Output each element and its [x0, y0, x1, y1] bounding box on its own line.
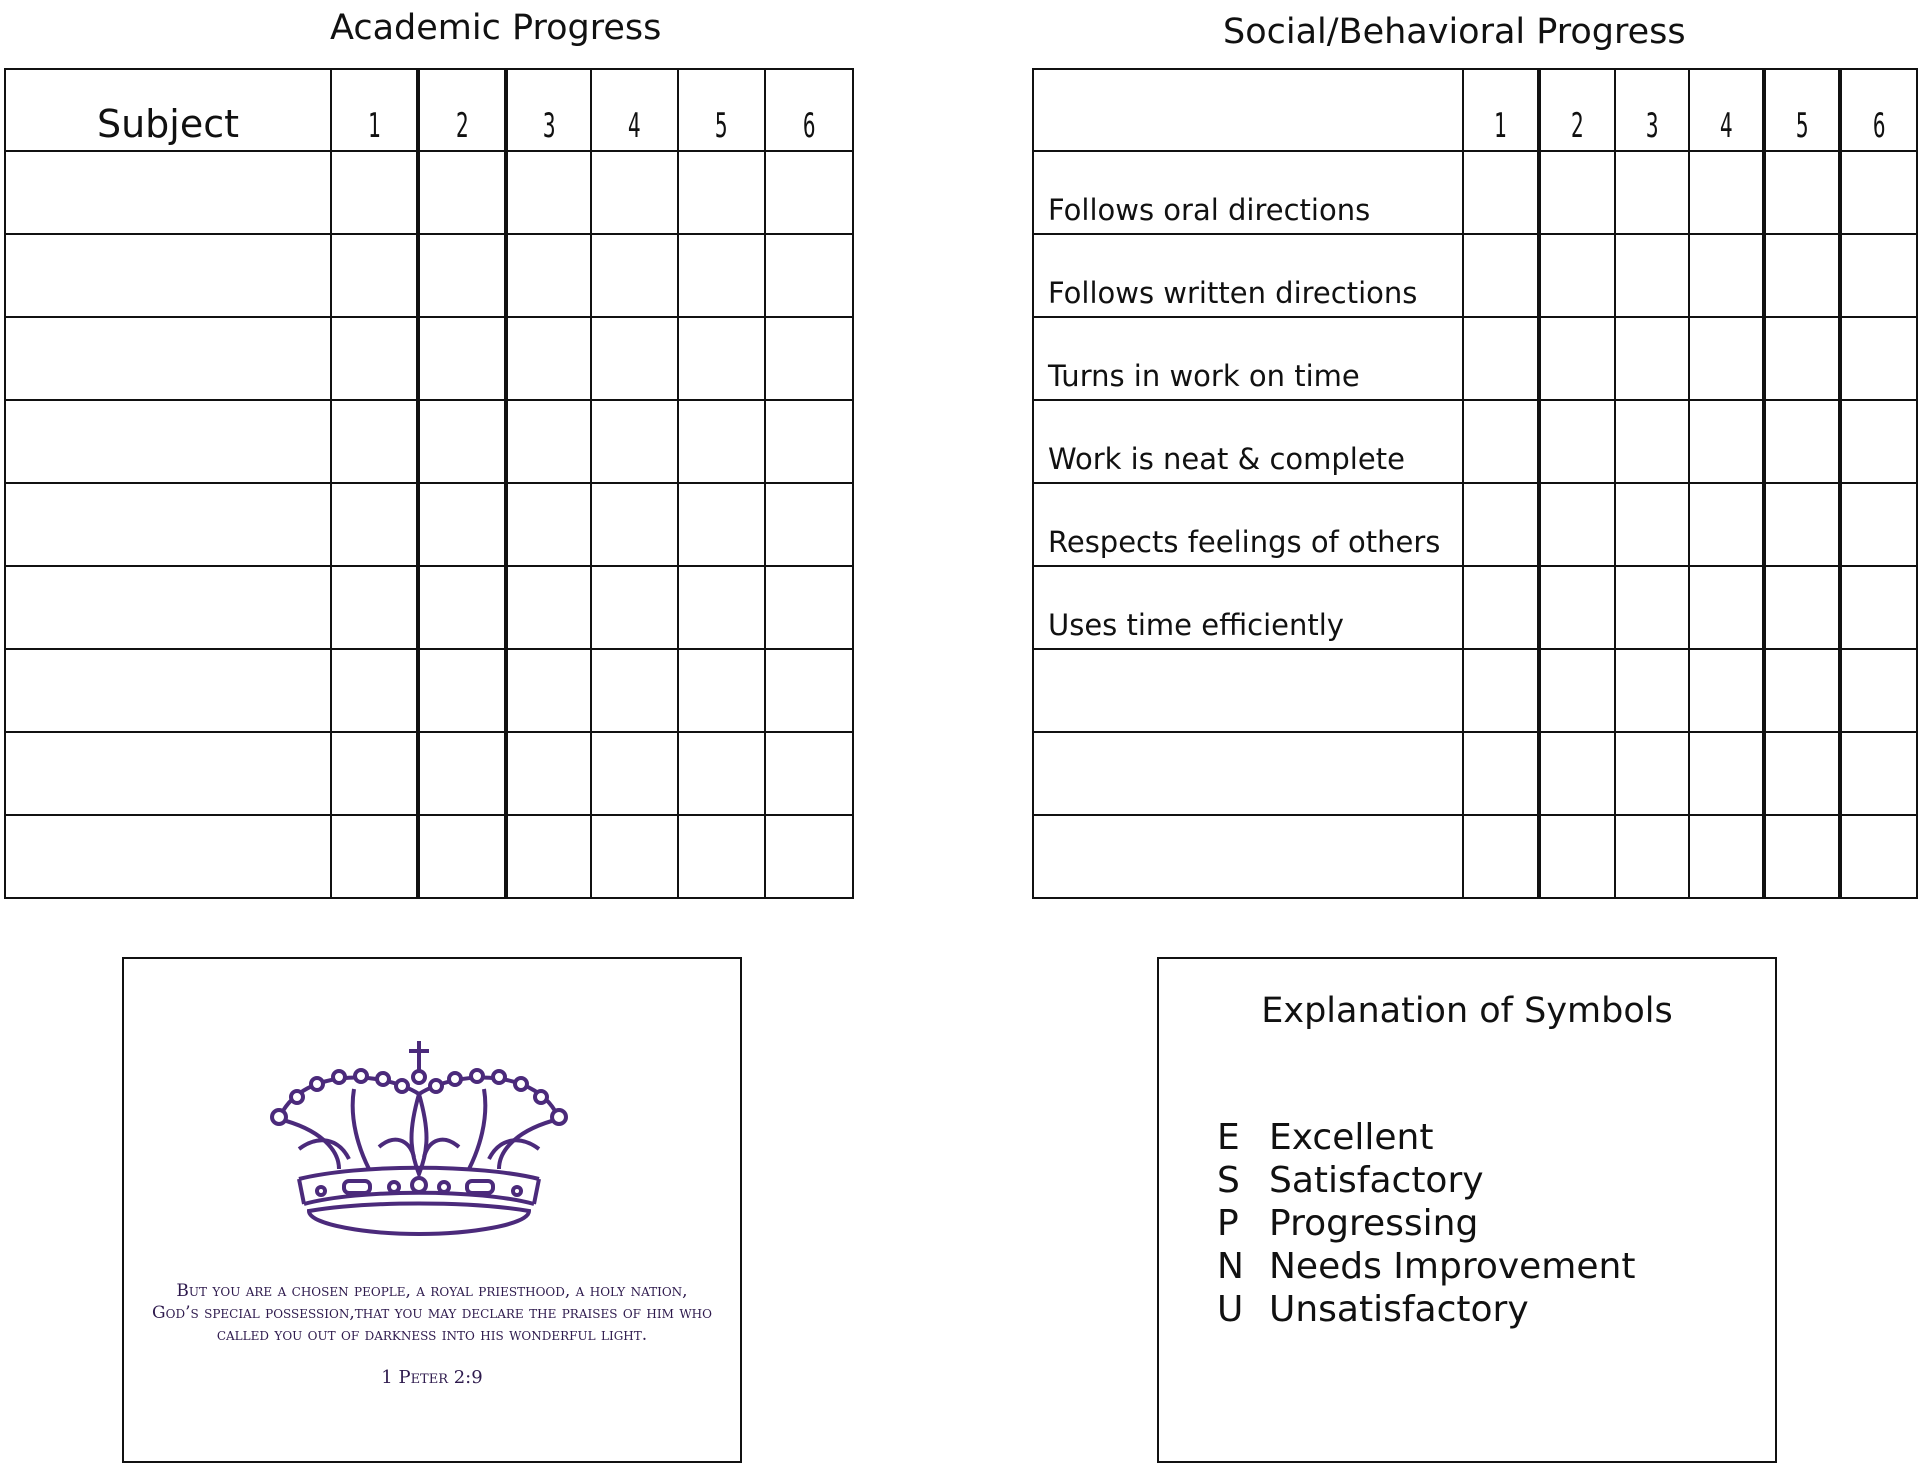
- behavior-label: Respects feelings of others: [1033, 483, 1463, 566]
- grade-cell[interactable]: [765, 732, 853, 815]
- academic-row: [5, 317, 853, 400]
- grade-cell[interactable]: [591, 815, 678, 898]
- behavioral-column-header: 3: [1615, 69, 1689, 151]
- grade-cell[interactable]: [418, 483, 506, 566]
- behavior-label-header: [1033, 69, 1463, 151]
- grade-cell[interactable]: [678, 732, 765, 815]
- grade-cell[interactable]: [331, 234, 418, 317]
- behavioral-column-header: 6: [1840, 69, 1917, 151]
- academic-row: [5, 815, 853, 898]
- rating-cell[interactable]: [1689, 234, 1764, 317]
- legend-meaning: Progressing: [1269, 1203, 1479, 1244]
- legend-meaning: Satisfactory: [1269, 1160, 1484, 1201]
- behavior-row: [1033, 483, 1917, 566]
- rating-cell[interactable]: [1463, 400, 1539, 483]
- legend-item: [1217, 1117, 1433, 1158]
- behavioral-column-header: 4: [1689, 69, 1764, 151]
- subject-cell[interactable]: [5, 566, 331, 649]
- subject-cell[interactable]: [5, 151, 331, 234]
- rating-cell[interactable]: [1840, 234, 1917, 317]
- behavior-row: [1033, 317, 1917, 400]
- behavior-label: Follows written directions: [1033, 234, 1463, 317]
- rating-cell[interactable]: [1840, 400, 1917, 483]
- rating-cell[interactable]: [1539, 234, 1615, 317]
- grade-cell[interactable]: [418, 566, 506, 649]
- grade-cell[interactable]: [506, 234, 591, 317]
- rating-cell[interactable]: [1463, 649, 1539, 732]
- grade-cell[interactable]: [765, 566, 853, 649]
- rating-cell[interactable]: [1463, 732, 1539, 815]
- behavior-label: [1033, 732, 1463, 815]
- legend-item: [1217, 1160, 1484, 1201]
- grade-cell[interactable]: [678, 566, 765, 649]
- academic-row: [5, 649, 853, 732]
- rating-cell[interactable]: [1840, 815, 1917, 898]
- legend-symbol: N: [1217, 1246, 1244, 1287]
- rating-cell[interactable]: [1840, 317, 1917, 400]
- academic-row: [5, 566, 853, 649]
- behavior-row: [1033, 732, 1917, 815]
- grade-cell[interactable]: [418, 732, 506, 815]
- rating-cell[interactable]: [1840, 151, 1917, 234]
- grade-cell[interactable]: [678, 483, 765, 566]
- grade-cell[interactable]: [506, 400, 591, 483]
- grade-cell[interactable]: [506, 815, 591, 898]
- behavior-row: [1033, 234, 1917, 317]
- rating-cell[interactable]: [1764, 732, 1840, 815]
- legend-item: [1217, 1289, 1529, 1330]
- academic-column-header: 1: [331, 69, 418, 151]
- grade-cell[interactable]: [418, 317, 506, 400]
- grade-cell[interactable]: [591, 566, 678, 649]
- rating-cell[interactable]: [1764, 151, 1840, 234]
- grade-cell[interactable]: [765, 815, 853, 898]
- subject-cell[interactable]: [5, 815, 331, 898]
- academic-column-header: 6: [765, 69, 853, 151]
- rating-cell[interactable]: [1764, 815, 1840, 898]
- legend-item: [1217, 1246, 1635, 1287]
- grade-cell[interactable]: [591, 234, 678, 317]
- rating-cell[interactable]: [1689, 400, 1764, 483]
- academic-row: [5, 234, 853, 317]
- grade-cell[interactable]: [418, 151, 506, 234]
- subject-cell[interactable]: [5, 649, 331, 732]
- grade-cell[interactable]: [331, 732, 418, 815]
- rating-cell[interactable]: [1764, 400, 1840, 483]
- grade-cell[interactable]: [678, 649, 765, 732]
- rating-cell[interactable]: [1463, 317, 1539, 400]
- grade-cell[interactable]: [506, 483, 591, 566]
- grade-cell[interactable]: [765, 649, 853, 732]
- subject-cell[interactable]: [5, 400, 331, 483]
- academic-row: [5, 151, 853, 234]
- legend-symbol: S: [1217, 1160, 1240, 1201]
- behavior-row: [1033, 815, 1917, 898]
- rating-cell[interactable]: [1539, 317, 1615, 400]
- verse-card: [122, 957, 742, 1463]
- behavior-label: Follows oral directions: [1033, 151, 1463, 234]
- grade-cell[interactable]: [765, 151, 853, 234]
- rating-cell[interactable]: [1615, 234, 1689, 317]
- behavior-label: Uses time efficiently: [1033, 566, 1463, 649]
- grade-cell[interactable]: [765, 317, 853, 400]
- rating-cell[interactable]: [1689, 151, 1764, 234]
- grade-cell[interactable]: [678, 151, 765, 234]
- behavior-label: [1033, 815, 1463, 898]
- subject-cell[interactable]: [5, 732, 331, 815]
- academic-column-header: 4: [591, 69, 678, 151]
- legend-symbol: P: [1217, 1203, 1239, 1244]
- grade-cell[interactable]: [331, 151, 418, 234]
- rating-cell[interactable]: [1463, 151, 1539, 234]
- behavioral-column-header: 2: [1539, 69, 1615, 151]
- rating-cell[interactable]: [1689, 732, 1764, 815]
- subject-cell[interactable]: [5, 317, 331, 400]
- grade-cell[interactable]: [591, 317, 678, 400]
- verse-line-3: called you out of darkness into his wonderful light.: [216, 1325, 648, 1345]
- verse-line-2: God’s special possession,that you may declare the praises of him who: [152, 1303, 712, 1323]
- rating-cell[interactable]: [1615, 317, 1689, 400]
- subject-column-header: Subject: [5, 69, 331, 151]
- rating-cell[interactable]: [1764, 483, 1840, 566]
- grade-cell[interactable]: [678, 815, 765, 898]
- rating-cell[interactable]: [1689, 815, 1764, 898]
- explanation-of-symbols-card: [1157, 957, 1777, 1463]
- behavior-label: Turns in work on time: [1033, 317, 1463, 400]
- behavior-row: [1033, 151, 1917, 234]
- behavioral-progress-title: Social/Behavioral Progress: [1223, 12, 1686, 52]
- rating-cell[interactable]: [1615, 815, 1689, 898]
- grade-cell[interactable]: [765, 483, 853, 566]
- rating-cell[interactable]: [1689, 317, 1764, 400]
- grade-cell[interactable]: [506, 732, 591, 815]
- crown-icon: [259, 1039, 579, 1239]
- rating-cell[interactable]: [1689, 566, 1764, 649]
- academic-row: [5, 400, 853, 483]
- rating-cell[interactable]: [1539, 400, 1615, 483]
- grade-cell[interactable]: [331, 815, 418, 898]
- grade-cell[interactable]: [591, 732, 678, 815]
- grade-cell[interactable]: [678, 317, 765, 400]
- academic-column-header: 3: [506, 69, 591, 151]
- rating-cell[interactable]: [1615, 483, 1689, 566]
- rating-cell[interactable]: [1764, 649, 1840, 732]
- academic-column-header: 2: [418, 69, 506, 151]
- grade-cell[interactable]: [331, 400, 418, 483]
- academic-progress-table: [4, 68, 854, 899]
- grade-cell[interactable]: [765, 234, 853, 317]
- rating-cell[interactable]: [1764, 317, 1840, 400]
- behavior-row: [1033, 649, 1917, 732]
- grade-cell[interactable]: [331, 649, 418, 732]
- rating-cell[interactable]: [1539, 151, 1615, 234]
- rating-cell[interactable]: [1615, 732, 1689, 815]
- grade-cell[interactable]: [331, 566, 418, 649]
- behavior-label: [1033, 649, 1463, 732]
- academic-column-header: 5: [678, 69, 765, 151]
- grade-cell[interactable]: [418, 400, 506, 483]
- grade-cell[interactable]: [765, 400, 853, 483]
- rating-cell[interactable]: [1840, 566, 1917, 649]
- grade-cell[interactable]: [418, 649, 506, 732]
- behavior-row: [1033, 400, 1917, 483]
- behavior-label: Work is neat & complete: [1033, 400, 1463, 483]
- verse-reference: 1 Peter 2:9: [381, 1367, 483, 1388]
- behavior-row: [1033, 566, 1917, 649]
- rating-cell[interactable]: [1840, 649, 1917, 732]
- academic-progress-title: Academic Progress: [330, 8, 662, 48]
- rating-cell[interactable]: [1463, 483, 1539, 566]
- rating-cell[interactable]: [1539, 732, 1615, 815]
- behavioral-column-header: 5: [1764, 69, 1840, 151]
- academic-row: [5, 483, 853, 566]
- grade-cell[interactable]: [506, 566, 591, 649]
- grade-cell[interactable]: [331, 483, 418, 566]
- grade-cell[interactable]: [591, 483, 678, 566]
- rating-cell[interactable]: [1764, 566, 1840, 649]
- rating-cell[interactable]: [1539, 483, 1615, 566]
- rating-cell[interactable]: [1463, 566, 1539, 649]
- rating-cell[interactable]: [1840, 732, 1917, 815]
- legend-symbol: E: [1217, 1117, 1240, 1158]
- grade-cell[interactable]: [591, 649, 678, 732]
- legend-symbol: U: [1217, 1289, 1244, 1330]
- rating-cell[interactable]: [1463, 234, 1539, 317]
- rating-cell[interactable]: [1615, 151, 1689, 234]
- rating-cell[interactable]: [1764, 234, 1840, 317]
- rating-cell[interactable]: [1615, 566, 1689, 649]
- rating-cell[interactable]: [1689, 483, 1764, 566]
- rating-cell[interactable]: [1615, 400, 1689, 483]
- subject-cell[interactable]: [5, 483, 331, 566]
- rating-cell[interactable]: [1615, 649, 1689, 732]
- grade-cell[interactable]: [678, 400, 765, 483]
- legend-meaning: Unsatisfactory: [1269, 1289, 1529, 1330]
- grade-cell[interactable]: [506, 151, 591, 234]
- grade-cell[interactable]: [506, 317, 591, 400]
- behavioral-progress-table: [1032, 68, 1918, 899]
- rating-cell[interactable]: [1539, 649, 1615, 732]
- rating-cell[interactable]: [1539, 815, 1615, 898]
- legend-title: Explanation of Symbols: [1261, 991, 1673, 1031]
- legend-meaning: Excellent: [1269, 1117, 1434, 1158]
- grade-cell[interactable]: [418, 815, 506, 898]
- grade-cell[interactable]: [678, 234, 765, 317]
- rating-cell[interactable]: [1539, 566, 1615, 649]
- grade-cell[interactable]: [506, 649, 591, 732]
- grade-cell[interactable]: [418, 234, 506, 317]
- legend-item: [1217, 1203, 1478, 1244]
- academic-row: [5, 732, 853, 815]
- rating-cell[interactable]: [1689, 649, 1764, 732]
- rating-cell[interactable]: [1840, 483, 1917, 566]
- behavioral-column-header: 1: [1463, 69, 1539, 151]
- rating-cell[interactable]: [1463, 815, 1539, 898]
- verse-line-1: But you are a chosen people, a royal priesthood, a holy nation,: [176, 1281, 688, 1301]
- grade-cell[interactable]: [591, 400, 678, 483]
- grade-cell[interactable]: [331, 317, 418, 400]
- legend-meaning: Needs Improvement: [1269, 1246, 1636, 1287]
- grade-cell[interactable]: [591, 151, 678, 234]
- subject-cell[interactable]: [5, 234, 331, 317]
